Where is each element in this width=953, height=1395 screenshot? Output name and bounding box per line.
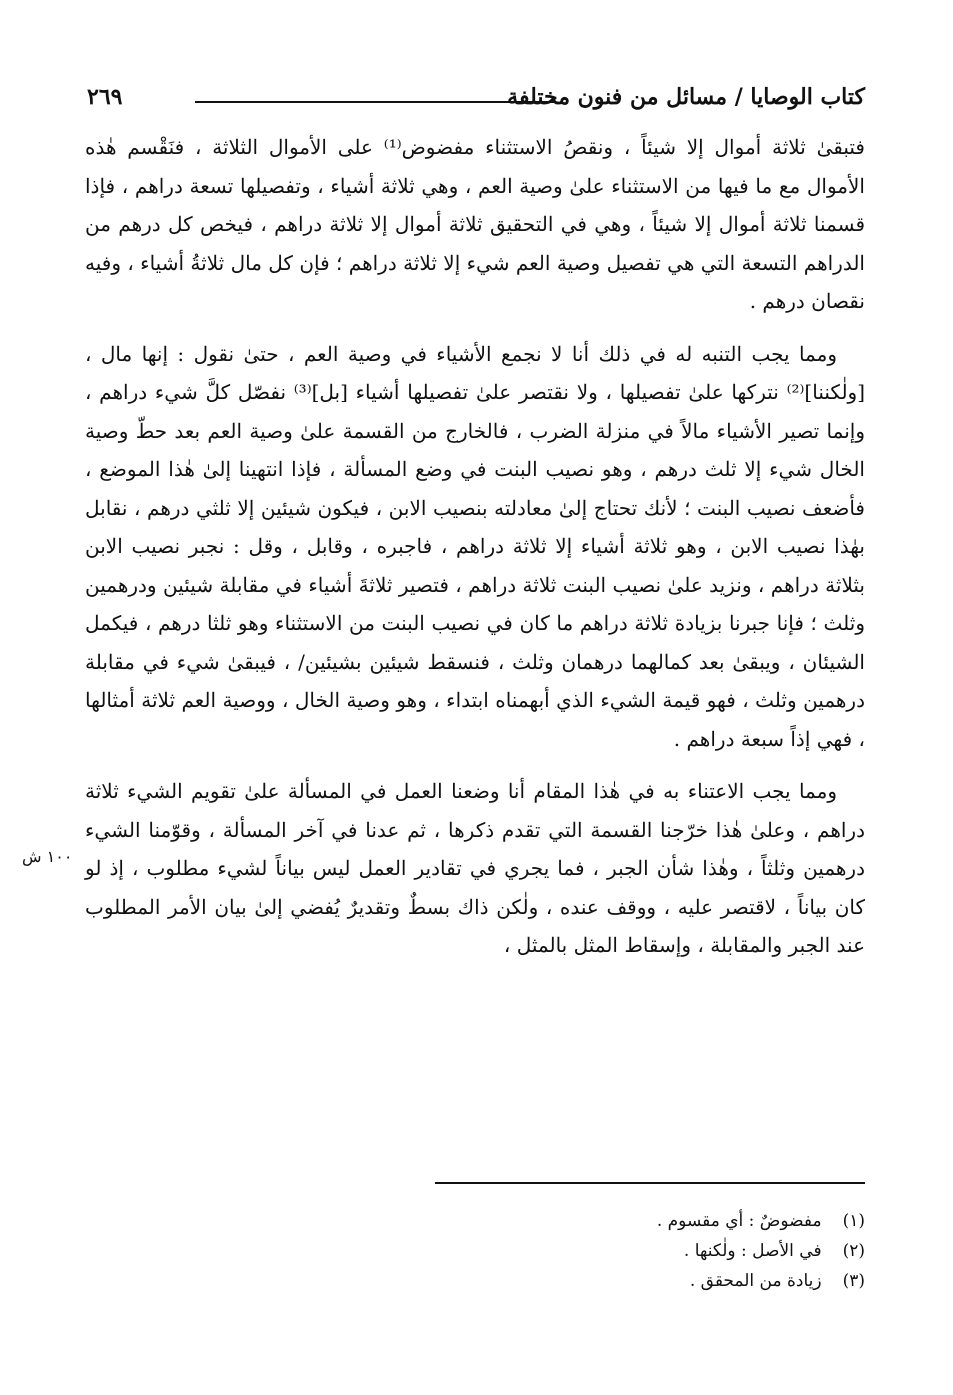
header-rule	[195, 101, 555, 103]
footnote-number: (١)	[842, 1211, 865, 1231]
footnote-text: زيادة من المحقق .	[689, 1271, 822, 1291]
page-number: ٢٦٩	[87, 84, 123, 110]
running-header	[85, 84, 865, 122]
footnote-text: في الأصل : ولٰكنها .	[683, 1241, 822, 1261]
margin-note: ١٠٠ ش	[22, 847, 73, 866]
footnote-number: (٢)	[842, 1241, 865, 1261]
paragraph-1: فتبقىٰ ثلاثة أموال إلا شيئاً ، ونقصُ الاستثناء مفضوض⁽¹⁾ على الأموال الثلاثة ، فنَقْسم هٰذه الأموال مع ما فيها من الاستثناء علىٰ وصية العم ، وهي ثلاثة أشياء ، وتفصيلها تسعة دراهم ، فإذا قسمنا ثلاثة أموال إلا شيئاً ، وهي في التحقيق ثلاثة أموال إلا ثلاثة دراهم ، فيخص كل درهم من الدراهم التسعة التي هي تفصيل وصية العم شيء إلا ثلاثة دراهم ؛ فإن كل مال ثلاثةُ أشياء ، وفيه نقصان درهم .	[85, 135, 866, 313]
footnote-item	[85, 1266, 865, 1296]
footnote-text: مفضوضٌ : أي مقسوم .	[656, 1211, 822, 1231]
footnote-divider	[435, 1182, 865, 1184]
main-text	[85, 128, 865, 965]
footnote-item	[85, 1206, 865, 1236]
paragraph-2: ومما يجب التنبه له في ذلك أنا لا نجمع الأشياء في وصية العم ، حتىٰ نقول : إنها مال ، [ولٰكننا]⁽²⁾ نتركها علىٰ تفصيلها ، ولا نقتصر علىٰ تفصيلها أشياء [بل]⁽³⁾ نفصّل كلَّ شيء دراهم ، وإنما تصير الأشياء مالاً في منزلة الضرب ، فالخارج من القسمة علىٰ وصية العم بعد حطّ وصية الخال شيء إلا ثلث درهم ، وهو نصيب البنت في وضع المسألة ، فإذا انتهينا إلىٰ هٰذا الموضع ، فأضعف نصيب البنت ؛ لأنك تحتاج إلىٰ معادلته بنصيب الابن ، فيكون شيئين إلا ثلثي درهم ، نقابل بهٰذا نصيب الابن ، وهو ثلاثة أشياء إلا ثلاثة دراهم ، فاجبره ، وقابل ، وقل : نجبر نصيب الابن بثلاثة دراهم ، ونزيد علىٰ نصيب البنت ثلاثة دراهم ، فتصير ثلاثةَ أشياء في مقابلة شيئين ودرهمين وثلث ؛ فإنا جبرنا بزيادة ثلاثة دراهم ما كان في نصيب البنت من الاستثناء وهو ثلثا درهم ، فيكمل الشيئان ، ويبقىٰ بعد كمالهما درهمان وثلث ، فنسقط شيئين بشيئين/ ، فيبقىٰ شيء في مقابلة درهمين وثلث ، فهو قيمة الشيء الذي أبهمناه ابتداء ، وهو وصية الخال ، ووصية العم ثلاثة أمثالها ، فهي إذاً سبعة دراهم .	[85, 341, 865, 751]
footnote-item	[85, 1236, 865, 1266]
footnotes	[85, 1206, 865, 1296]
footnote-number: (٣)	[842, 1271, 865, 1291]
paragraph-3: ومما يجب الاعتناء به في هٰذا المقام أنا وضعنا العمل في المسألة علىٰ تقويم الشيء ثلاثة دراهم ، وعلىٰ هٰذا خرّجنا القسمة التي تقدم ذكرها ، ثم عدنا في آخر المسألة ، وقوّمنا الشيء درهمين وثلثاً ، وهٰذا شأن الجبر ، فما يجري في تقادير العمل ليس بياناً لشيء مطلوب ، إذ لو كان بياناً ، لاقتصر عليه ، ووقف عنده ، ولٰكن ذاك بسطٌ وتقديرٌ يُفضي إلىٰ بيان الأمر المطلوب عند الجبر والمقابلة ، وإسقاط المثل بالمثل ،	[85, 779, 865, 957]
header-title: كتاب الوصايا / مسائل من فنون مختلفة	[507, 84, 865, 110]
